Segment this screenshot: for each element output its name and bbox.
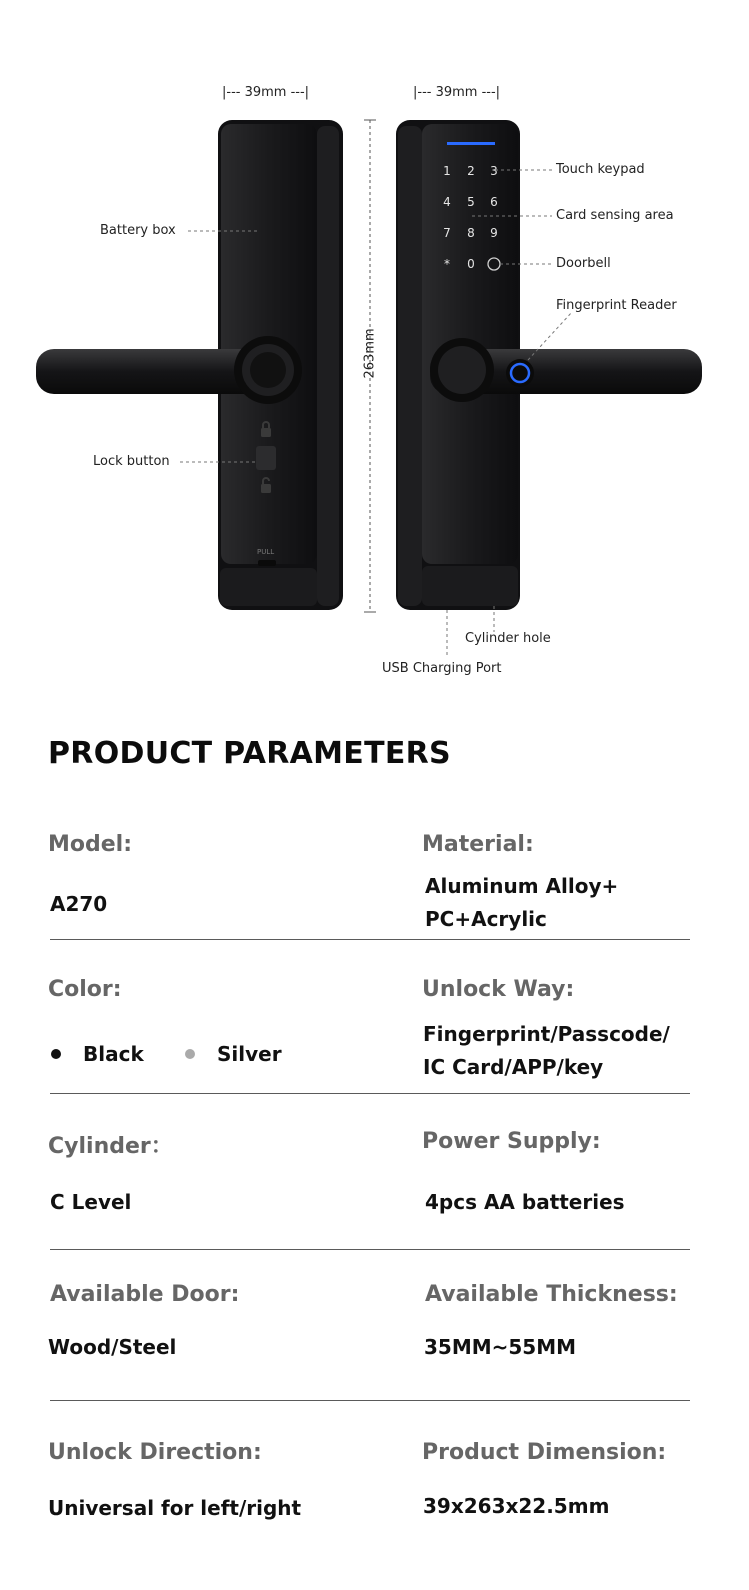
material-value-line2: PC+Acrylic xyxy=(425,907,547,931)
keypad-key: 7 xyxy=(443,226,451,240)
product-diagram xyxy=(0,0,749,700)
unlock-way-label: Unlock Way: xyxy=(422,977,575,1002)
keypad-key: 2 xyxy=(467,164,475,178)
material-value-line1: Aluminum Alloy+ xyxy=(425,874,619,898)
black-swatch xyxy=(51,1049,61,1059)
color-option-label: Silver xyxy=(217,1042,282,1066)
divider xyxy=(50,1093,690,1094)
keypad-key: 8 xyxy=(467,226,475,240)
product-dimension-value: 39x263x22.5mm xyxy=(423,1494,610,1518)
callout-cylinder-hole: Cylinder hole xyxy=(465,631,551,646)
power-supply-value: 4pcs AA batteries xyxy=(425,1190,625,1214)
available-door-value: Wood/Steel xyxy=(48,1335,177,1359)
divider xyxy=(50,1249,690,1250)
cylinder-value: C Level xyxy=(50,1190,132,1214)
keypad-key: 5 xyxy=(467,195,475,209)
available-thickness-label: Available Thickness: xyxy=(425,1282,678,1307)
cylinder-label: Cylinder： xyxy=(48,1134,173,1159)
unlock-way-value-line1: Fingerprint/Passcode/ xyxy=(423,1022,670,1046)
unlock-direction-value: Universal for left/right xyxy=(48,1496,302,1520)
keypad-key: 9 xyxy=(490,226,498,240)
power-supply-label: Power Supply: xyxy=(422,1129,601,1154)
color-option-black xyxy=(51,1042,144,1066)
callout-touch-keypad: Touch keypad xyxy=(556,162,645,177)
keypad-key: 1 xyxy=(443,164,451,178)
front-panel xyxy=(396,120,702,610)
width-label-front: |--- 39mm ---| xyxy=(413,85,501,100)
keypad-key: 0 xyxy=(467,257,475,271)
pull-label: PULL xyxy=(257,548,275,556)
callout-usb-charging-port: USB Charging Port xyxy=(382,661,502,676)
back-panel xyxy=(36,120,343,610)
silver-swatch xyxy=(185,1049,195,1059)
callout-doorbell: Doorbell xyxy=(556,256,611,271)
model-value: A270 xyxy=(50,892,108,916)
divider xyxy=(50,939,690,940)
callout-lock-button: Lock button xyxy=(93,454,170,469)
available-thickness-value: 35MM~55MM xyxy=(424,1335,577,1359)
status-light xyxy=(447,142,495,145)
product-dimension-label: Product Dimension: xyxy=(422,1440,667,1465)
callout-battery-box: Battery box xyxy=(100,223,176,238)
height-label: 263mm xyxy=(362,328,378,379)
unlock-way-value-line2: IC Card/APP/key xyxy=(423,1055,604,1079)
callout-card-sensing-area: Card sensing area xyxy=(556,208,674,223)
keypad-key: 6 xyxy=(490,195,498,209)
color-option-silver xyxy=(185,1042,282,1066)
width-label-back: |--- 39mm ---| xyxy=(222,85,310,100)
divider xyxy=(50,1400,690,1401)
available-door-label: Available Door: xyxy=(50,1282,240,1307)
keypad-key: 3 xyxy=(490,164,498,178)
material-label: Material: xyxy=(422,832,534,857)
keypad-key: 4 xyxy=(443,195,451,209)
color-option-label: Black xyxy=(83,1042,144,1066)
model-label: Model: xyxy=(48,832,133,857)
keypad-key: * xyxy=(444,257,450,271)
callout-fingerprint-reader: Fingerprint Reader xyxy=(556,298,677,313)
unlock-direction-label: Unlock Direction: xyxy=(48,1440,262,1465)
color-label: Color: xyxy=(48,977,122,1002)
section-title: PRODUCT PARAMETERS xyxy=(48,736,451,771)
